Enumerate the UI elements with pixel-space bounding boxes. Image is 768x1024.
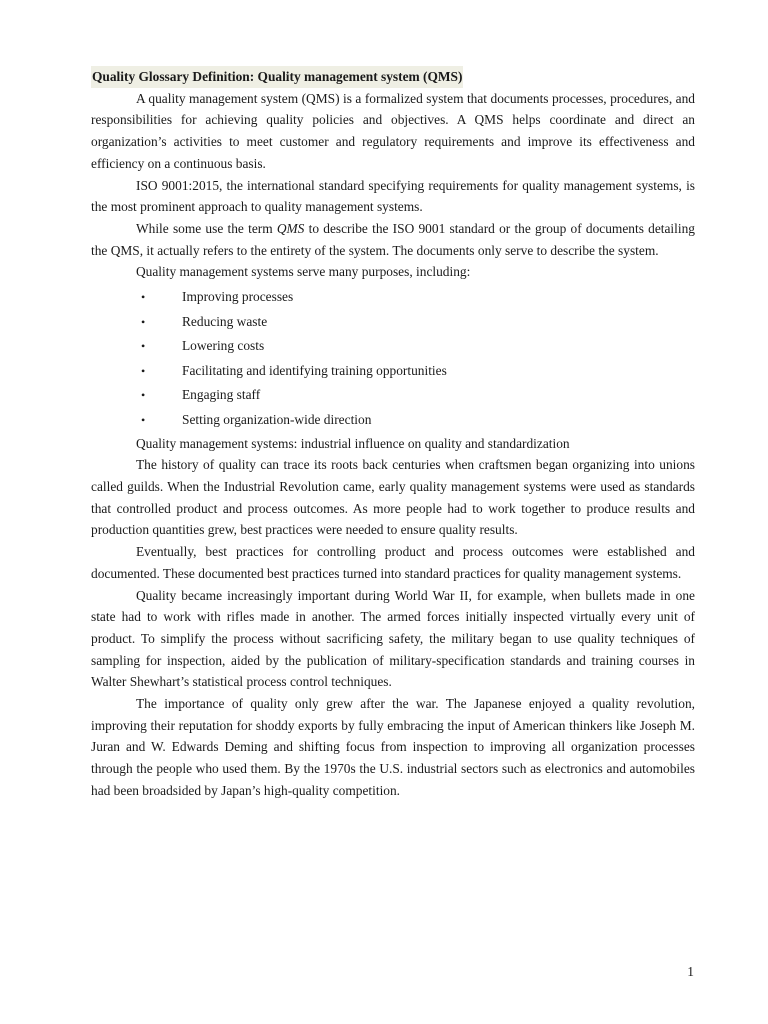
list-intro: Quality management systems serve many purposes, including:: [136, 264, 471, 280]
list-item-label: Lowering costs: [182, 338, 265, 354]
bullet-icon: •: [141, 363, 146, 378]
qms-term-after: to describe the ISO 9001 standard or the group of documents detailing the QMS, it actually refers to the entirety of the system. The documents only serve to describe the system.: [91, 220, 695, 258]
bullet-icon: •: [141, 413, 146, 427]
list-item: [91, 359, 695, 384]
paragraph-history-guilds: The history of quality can trace its roots back centuries when craftsmen began organizing into unions called guilds. When the Industrial Revolution came, early quality management systems were used as standards that controlled product and process outcomes. As more people had to work together to produce results and production quantities grew, best practices were needed to ensure quality results.: [91, 457, 695, 538]
list-item-label: Improving processes: [182, 289, 294, 305]
document-body: [91, 66, 695, 802]
paragraph-iso-9001: ISO 9001:2015, the international standard specifying requirements for quality management systems, is the most prominent approach to quality management systems.: [91, 177, 695, 215]
list-item-label: Reducing waste: [182, 313, 268, 329]
list-item-label: Setting organization-wide direction: [182, 412, 372, 427]
document-title: Quality Glossary Definition: Quality management system (QMS): [91, 66, 463, 88]
list-item: [91, 285, 695, 310]
list-item: [91, 383, 695, 408]
purposes-list: [91, 285, 695, 433]
paragraph-history-best-practices: Eventually, best practices for controlling product and process outcomes were established and documented. These documented best practices turned into standard practices for quality management systems.: [91, 544, 695, 581]
bullet-icon: •: [141, 290, 146, 305]
list-item-label: Facilitating and identifying training opportunities: [182, 362, 447, 378]
list-item-label: Engaging staff: [182, 387, 261, 403]
bullet-icon: •: [141, 339, 146, 354]
qms-term-before: While some use the term: [136, 220, 277, 236]
page-number: 1: [687, 964, 694, 979]
section-heading: Quality management systems: industrial influence on quality and standardization: [136, 435, 570, 451]
list-item: [91, 408, 695, 433]
paragraph-qms-definition: A quality management system (QMS) is a formalized system that documents processes, procedures, and responsibilities for achieving quality policies and objectives. A QMS helps coordinate and direct an organization’s activities to meet customer and regulatory requirements and improve its effectiveness and efficiency on a continuous basis.: [91, 90, 695, 171]
list-item: [91, 334, 695, 359]
bullet-icon: •: [141, 388, 146, 403]
paragraph-history-japan: The importance of quality only grew after the war. The Japanese enjoyed a quality revolution, improving their reputation for shoddy exports by fully embracing the input of American thinkers like Joseph M. Juran and W. Edwards Deming and shifting focus from inspection to improving all organization processes through the people who used them. By the 1970s the U.S. industrial sectors such as electronics and automobiles had been broadsided by Japan’s high-quality competition.: [91, 696, 695, 798]
paragraph-history-wwii: Quality became increasingly important during World War II, for example, when bullets made in one state had to work with rifles made in another. The armed forces initially inspected virtually every unit of product. To simplify the process without sacrificing safety, the military began to use quality techniques of sampling for inspection, aided by the publication of military-specification standards and training courses in Walter Shewhart’s statistical process control techniques.: [91, 587, 695, 690]
paragraph-qms-term: [91, 218, 695, 261]
qms-term-emphasis: QMS: [276, 220, 305, 236]
list-item: [91, 310, 695, 335]
bullet-icon: •: [141, 314, 146, 329]
